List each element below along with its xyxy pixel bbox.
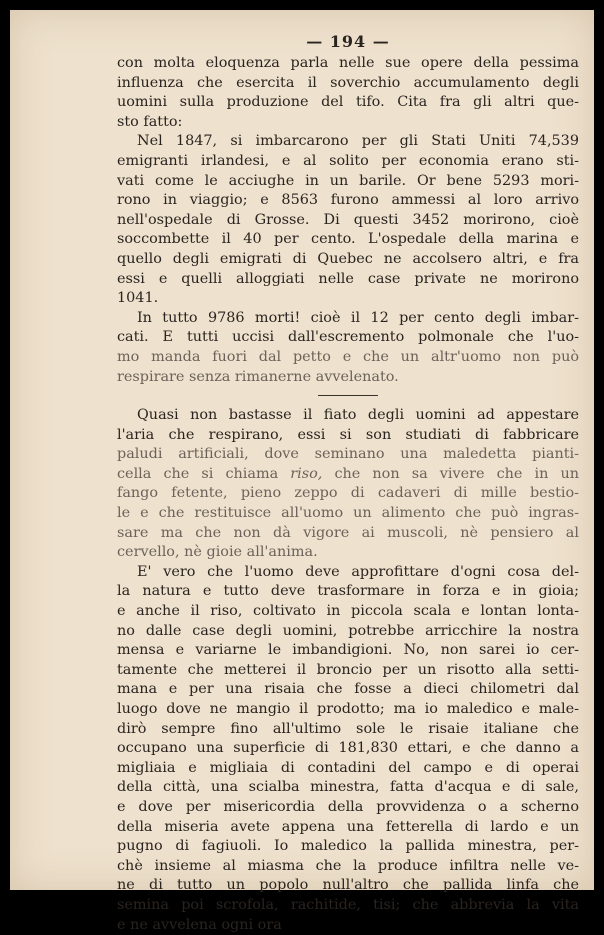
paragraph-1 [117, 54, 579, 132]
text-line: con molta eloquenza parla nelle sue opere della pessima [117, 55, 579, 71]
text-line: luogo dove ne mangio il prodotto; ma io maledico e male- [117, 701, 579, 717]
text-line: ne di tutto un popolo null'altro che pallida linfa che [117, 877, 579, 894]
text-line: fango fetente, pieno zeppo di cadaveri di mille bestio- [117, 485, 579, 502]
text-fragment: cella che si chiama [117, 465, 279, 482]
text-line: Quasi non bastasse il fiato degli uomini ad appestare [137, 407, 579, 424]
book-page [10, 10, 594, 933]
text-line: e anche il riso, coltivato in piccola scala e lontan lonta- [117, 603, 579, 620]
text-line: 1041. [117, 290, 159, 307]
text-line: uomini sulla produzione del tifo. Cita fra gli altri que- [117, 94, 579, 111]
text-line: no dalle case degli uomini, potrebbe arricchire la nostra [117, 622, 579, 639]
text-line: cervello, nè gioie all'anima. [117, 544, 318, 561]
text-line: sto fatto: [117, 113, 183, 130]
text-line: dirò sempre fino all'ultimo sole le risaie italiane che [117, 720, 579, 737]
text-line: paludi artificiali, dove seminano una maledetta pianti- [117, 446, 579, 463]
paragraph-3 [117, 309, 579, 387]
text-line: occupano una superficie di 181,830 ettari, e che danno a [117, 740, 579, 757]
text-line: quello degli emigrati di Quebec ne accolsero altri, e fra [117, 250, 579, 267]
text-line: le e che restituisce all'uomo un alimento che può ingras- [117, 505, 579, 522]
text-line: e ne avvelena ogni ora [117, 916, 282, 933]
text-line: soccombette il 40 per cento. L'ospedale della marina e [117, 231, 579, 248]
text-line: nell'ospedale di Grosse. Di questi 3452 morirono, cioè [117, 211, 579, 228]
text-line: mana e per una risaia che fosse a dieci chilometri dal [117, 681, 579, 698]
section-divider [318, 395, 378, 396]
text-line: della miseria avete appena una fetterella di lardo e un [117, 818, 579, 835]
text-line: della città, una scialba minestra, fatta d'acqua e di sale, [117, 779, 579, 796]
text-line: respirare senza rimanerne avvelenato. [117, 368, 399, 385]
paragraph-2 [117, 132, 579, 308]
text-line: mo manda fuori dal petto e che un altr'uomo non può [117, 348, 579, 365]
text-line [117, 465, 579, 485]
text-line: Nel 1847, si imbarcarono per gli Stati Uniti 74,539 [137, 133, 579, 150]
text-line: migliaia e migliaia di contadini del campo e di operai [117, 759, 579, 776]
text-line: tamente che metterei il broncio per un risotto alla setti- [117, 661, 579, 678]
text-line: cati. E tutti uccisi dall'escremento polmonale che l'uo- [117, 329, 579, 346]
paragraph-5 [117, 563, 579, 935]
text-line: mensa e variarne le imbandigioni. No, non sarei io cer- [117, 642, 579, 659]
text-line: rono in viaggio; e 8563 furono ammessi al loro arrivo [117, 192, 579, 209]
text-line: pugno di fagiuoli. Io maledico la pallida minestra, per- [117, 838, 579, 855]
text-line: la natura e tutto deve trasformare in forza e in gioia; [117, 583, 579, 600]
text-line: sare ma che non dà vigore ai muscoli, nè pensiero al [117, 524, 579, 541]
text-line: e dove per misericordia della provvidenza o a scherno [117, 798, 579, 815]
page-text [117, 30, 579, 935]
text-line: l'aria che respirano, essi si son studiati di fabbricare [117, 426, 579, 443]
text-line: vati come le acciughe in un barile. Or bene 5293 mori- [117, 172, 579, 189]
text-line: influenza che esercita il soverchio accumulamento degli [117, 74, 579, 91]
text-line: semina poi scrofola, rachitide, tisi; che abbrevia la vita [117, 896, 579, 913]
text-fragment: che non sa vivere che in un [334, 465, 580, 482]
paragraph-4 [117, 406, 579, 563]
text-line: E' vero che l'uomo deve approfittare d'ogni cosa del- [137, 563, 579, 580]
text-line: essi e quelli alloggiati nelle case private ne morirono [117, 270, 579, 287]
text-line: emigranti irlandesi, e al solito per economia erano sti- [117, 152, 579, 169]
italic-word: riso, [290, 465, 323, 482]
page-number: — 194 — [306, 32, 390, 51]
text-line: In tutto 9786 morti! cioè il 12 per cento degli imbar- [137, 309, 579, 326]
text-line: chè insieme al miasma che la produce infiltra nelle ve- [117, 857, 579, 874]
